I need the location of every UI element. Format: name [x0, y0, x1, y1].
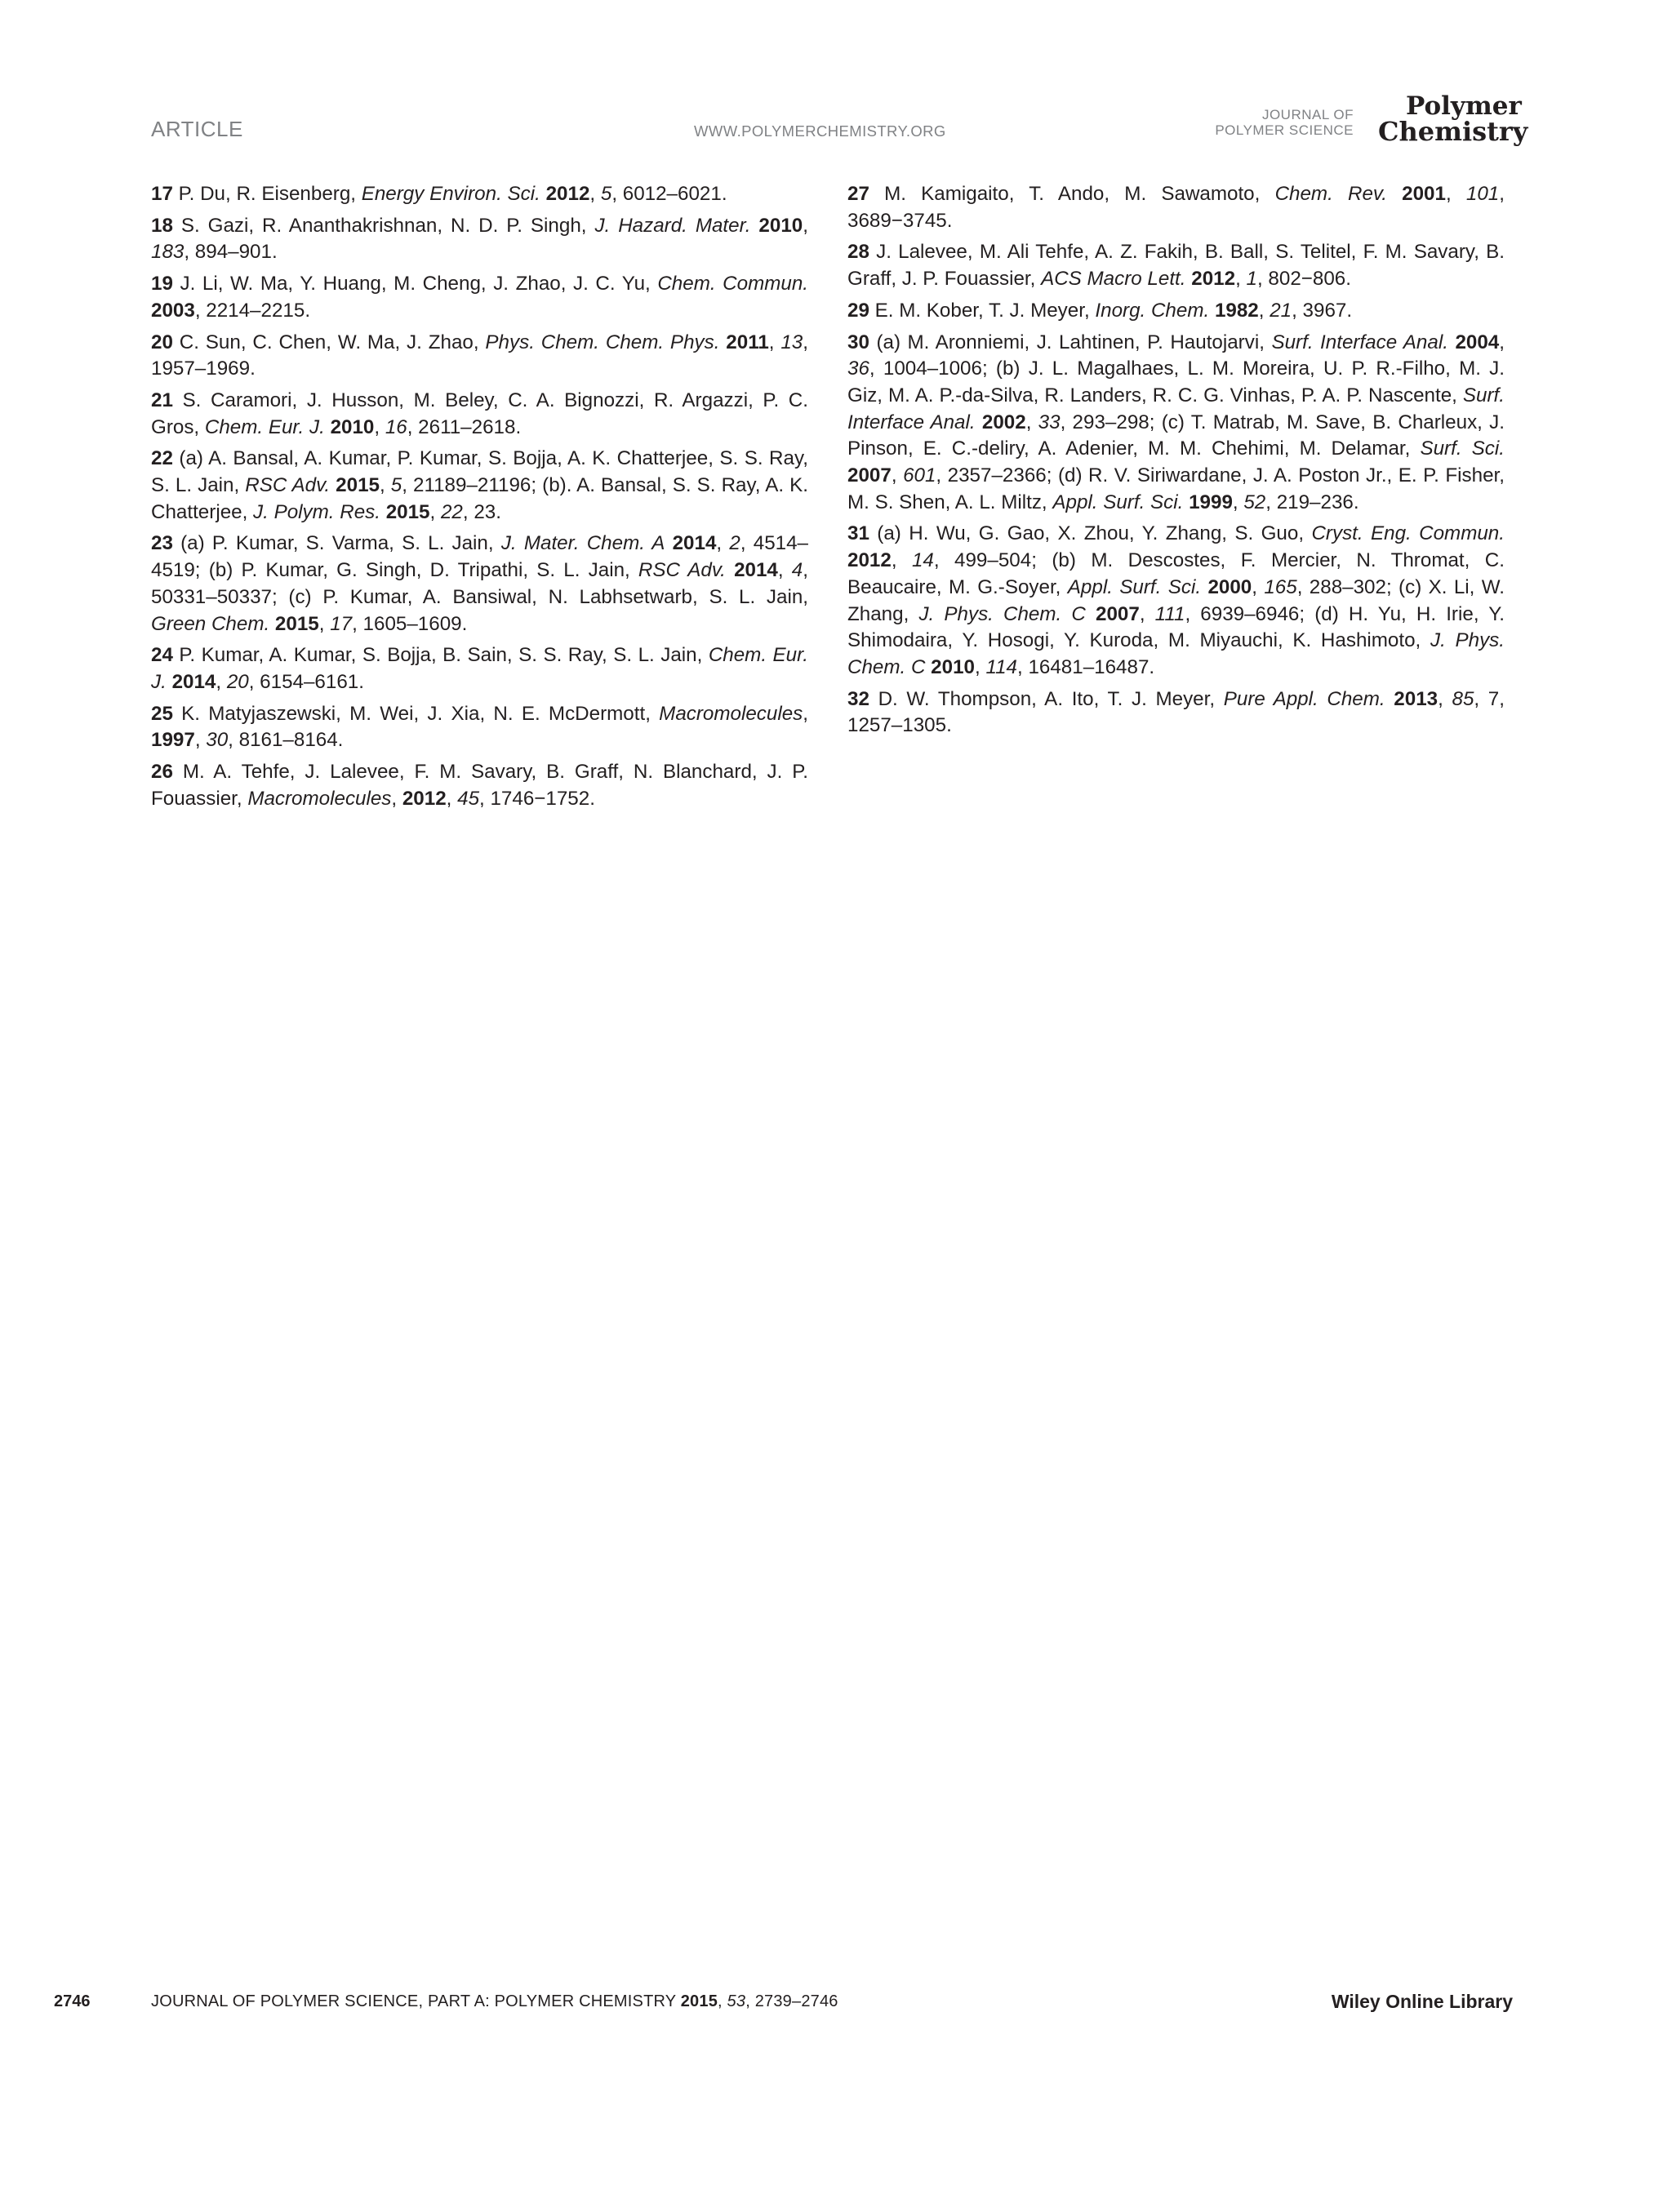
reference-number: 21 — [151, 389, 173, 411]
reference-number: 22 — [151, 447, 173, 470]
reference-italic-text: 22 — [440, 500, 463, 523]
reference-year: 2012 — [402, 787, 447, 810]
reference-year: 2010 — [931, 655, 975, 678]
reference-year: 2010 — [330, 415, 375, 438]
reference-text: M. Kamigaito, T. Ando, M. Sawamoto, — [884, 183, 1275, 205]
reference-number: 32 — [847, 687, 869, 710]
reference-number: 17 — [151, 183, 173, 205]
reference-italic-text: Surf. Sci. — [1420, 438, 1505, 460]
reference-text: , — [589, 183, 601, 205]
reference-number: 25 — [151, 702, 173, 725]
reference-text: (a) P. Kumar, S. Varma, S. L. Jain, — [180, 532, 501, 555]
publisher-name[interactable]: Wiley Online Library — [1331, 1991, 1513, 2012]
reference-text: , 1957–1969. — [151, 331, 808, 380]
reference-text: , 3689−3745. — [847, 183, 1505, 232]
reference-italic-text: Green Chem. — [151, 612, 270, 635]
reference-year: 2012 — [1191, 268, 1236, 291]
reference-text — [1387, 183, 1402, 205]
reference-year: 2003 — [151, 299, 195, 322]
footer-separator: , — [718, 1992, 727, 2010]
reference-text: (a) M. Aronniemi, J. Lahtinen, P. Hautojarvi, — [876, 331, 1272, 353]
reference-text: , 21189–21196; (b). A. Bansal, S. S. Ray, A. K. Chatterjee, — [151, 474, 808, 523]
reference-item — [151, 446, 808, 526]
reference-item — [151, 388, 808, 441]
reference-text: , 6939–6946; (d) H. Yu, H. Irie, Y. Shimodaira, Y. Hosogi, Y. Kuroda, M. Miyauchi, K. Hashimoto, — [847, 602, 1505, 652]
reference-text: , — [1025, 411, 1038, 433]
reference-item — [151, 181, 808, 208]
reference-italic-text: 13 — [780, 331, 803, 353]
reference-number: 27 — [847, 183, 869, 205]
journal-name-line1: JOURNAL OF — [1261, 107, 1354, 122]
reference-italic-text: 1 — [1246, 268, 1257, 291]
reference-text: , 1605–1609. — [352, 612, 468, 635]
reference-italic-text: 85 — [1452, 687, 1474, 710]
reference-year: 2014 — [171, 670, 216, 693]
reference-text — [1385, 688, 1394, 710]
reference-text: , — [1232, 491, 1244, 513]
reference-text: , 6012–6021. — [611, 183, 727, 205]
reference-text: , — [216, 670, 227, 693]
reference-italic-text: 5 — [600, 183, 612, 205]
reference-item — [151, 759, 808, 812]
reference-italic-text: 17 — [330, 612, 353, 635]
reference-number: 24 — [151, 644, 173, 667]
reference-italic-text: Macromolecules — [659, 702, 803, 725]
reference-year: 1982 — [1214, 299, 1259, 322]
footer-pages: , 2739–2746 — [745, 1992, 838, 2010]
reference-text: C. Sun, C. Chen, W. Ma, J. Zhao, — [179, 331, 486, 353]
reference-italic-text: 33 — [1038, 411, 1061, 433]
reference-item — [847, 521, 1505, 681]
reference-number: 23 — [151, 532, 173, 555]
reference-text: , — [429, 500, 441, 523]
reference-item — [151, 531, 808, 637]
reference-year: 2007 — [1096, 602, 1140, 625]
reference-text: , 6154–6161. — [248, 670, 364, 693]
reference-year: 2014 — [672, 532, 717, 555]
reference-number: 30 — [847, 331, 869, 353]
reference-text: J. Lalevee, M. Ali Tehfe, A. Z. Fakih, B. Ball, S. Telitel, F. M. Savary, B. Graff, J. P. Fouassier, — [847, 241, 1505, 291]
reference-italic-text: 5 — [390, 474, 402, 497]
reference-italic-text: RSC Adv. — [245, 474, 331, 497]
reference-italic-text: Surf. Interface Anal. — [847, 384, 1505, 433]
reference-italic-text: Phys. Chem. Chem. Phys. — [485, 331, 720, 353]
article-label: ARTICLE — [151, 117, 243, 141]
reference-text: , — [1235, 268, 1247, 291]
reference-italic-text: 183 — [151, 241, 185, 264]
reference-text: , — [1438, 687, 1452, 710]
reference-text — [1209, 300, 1215, 322]
reference-number: 20 — [151, 331, 173, 353]
reference-item — [151, 213, 808, 266]
reference-text: , 2357–2366; (d) R. V. Siriwardane, J. A. Poston Jr., E. P. Fisher, M. S. Shen, A. L. Miltz, — [847, 464, 1505, 513]
reference-year: 2000 — [1207, 575, 1252, 598]
reference-year: 2012 — [847, 549, 892, 572]
reference-italic-text: Pure Appl. Chem. — [1223, 687, 1385, 710]
references-column-right — [847, 181, 1505, 744]
reference-text: , 23. — [462, 500, 501, 523]
reference-year: 2004 — [1455, 331, 1500, 353]
reference-text: P. Kumar, A. Kumar, S. Bojja, B. Sain, S. S. Ray, S. L. Jain, — [179, 644, 709, 667]
reference-text — [380, 501, 386, 523]
reference-italic-text: 601 — [903, 464, 936, 487]
reference-text: P. Du, R. Eisenberg, — [178, 183, 362, 205]
reference-number: 31 — [847, 522, 869, 545]
reference-text: , 50331–50337; (c) P. Kumar, A. Bansiwal, N. Labhsetwarb, S. L. Jain, — [151, 559, 808, 608]
reference-text: , 7, 1257–1305. — [847, 687, 1505, 737]
reference-text: , — [891, 464, 904, 487]
reference-number: 18 — [151, 214, 173, 237]
reference-text — [325, 416, 331, 438]
footer-volume: 53 — [727, 1992, 746, 2010]
reference-text: , — [803, 702, 808, 725]
reference-text: , — [768, 331, 781, 353]
logo-line1: Polymer — [1406, 91, 1522, 121]
reference-text: , — [1499, 331, 1505, 353]
reference-italic-text: 101 — [1465, 183, 1500, 205]
footer-journal-name: JOURNAL OF POLYMER SCIENCE, PART A: POLYMER CHEMISTRY — [151, 1992, 681, 2010]
reference-text — [540, 183, 546, 205]
reference-italic-text: 30 — [206, 729, 229, 752]
reference-text: , 802−806. — [1256, 268, 1351, 291]
reference-text — [269, 613, 275, 635]
reference-year: 2015 — [336, 474, 380, 497]
reference-text: , 3967. — [1292, 299, 1353, 322]
journal-name-line2: POLYMER SCIENCE — [1215, 122, 1354, 138]
reference-text: K. Matyjaszewski, M. Wei, J. Xia, N. E. McDermott, — [181, 702, 660, 725]
reference-text — [665, 532, 672, 554]
reference-item — [151, 701, 808, 754]
reference-text: , 219–236. — [1265, 491, 1359, 513]
reference-italic-text: 114 — [985, 655, 1017, 678]
reference-italic-text: Chem. Rev. — [1274, 183, 1387, 205]
reference-number: 28 — [847, 241, 869, 264]
reference-text: , 499–504; (b) M. Descostes, F. Mercier, N. Thromat, C. Beaucaire, M. G.-Soyer, — [847, 549, 1505, 598]
reference-italic-text: ACS Macro Lett. — [1041, 268, 1186, 291]
reference-year: 1999 — [1189, 491, 1233, 513]
reference-text: , — [974, 655, 986, 678]
reference-text: , — [891, 549, 912, 572]
reference-number: 26 — [151, 761, 173, 784]
reference-text: , 8161–8164. — [228, 729, 344, 752]
reference-text — [750, 215, 758, 237]
reference-text: , — [777, 559, 792, 582]
polymer-chemistry-logo — [1378, 91, 1528, 147]
reference-year: 1997 — [151, 729, 195, 752]
reference-text: , 1746−1752. — [479, 787, 595, 810]
reference-italic-text: Chem. Eur. J. — [204, 415, 325, 438]
reference-text: , — [446, 787, 458, 810]
reference-italic-text: 20 — [226, 670, 249, 693]
reference-year: 2012 — [545, 183, 590, 205]
reference-text — [976, 411, 982, 433]
reference-year: 2015 — [385, 500, 430, 523]
reference-italic-text: 36 — [847, 358, 869, 380]
reference-item — [847, 330, 1505, 517]
reference-text: , — [391, 787, 402, 810]
reference-italic-text: Inorg. Chem. — [1095, 299, 1210, 322]
reference-text: , — [1139, 602, 1155, 625]
reference-italic-text: Energy Environ. Sci. — [361, 183, 540, 205]
reference-text: , — [803, 214, 808, 237]
reference-text: , 16481–16487. — [1017, 655, 1155, 678]
reference-item — [151, 642, 808, 695]
reference-text — [726, 559, 734, 581]
reference-item — [847, 181, 1505, 234]
reference-text: (a) A. Bansal, A. Kumar, P. Kumar, S. Bojja, A. K. Chatterjee, S. S. Ray, S. L. Jain, — [151, 447, 808, 497]
journal-website[interactable]: WWW.POLYMERCHEMISTRY.ORG — [694, 122, 946, 140]
reference-item — [847, 686, 1505, 740]
reference-number: 19 — [151, 273, 173, 295]
reference-italic-text: Appl. Surf. Sci. — [1067, 575, 1202, 598]
reference-text: , — [374, 415, 385, 438]
reference-italic-text: Macromolecules — [247, 787, 392, 810]
reference-text — [167, 671, 172, 693]
reference-text: J. Li, W. Ma, Y. Huang, M. Cheng, J. Zhao, J. C. Yu, — [180, 273, 658, 295]
reference-item — [847, 298, 1505, 325]
reference-text: S. Caramori, J. Husson, M. Beley, C. A. Bignozzi, R. Argazzi, P. C. Gros, — [151, 389, 808, 438]
reference-text: , 2214–2215. — [194, 299, 311, 322]
reference-text: , 1004–1006; (b) J. L. Magalhaes, L. M. Moreira, U. P. R.-Filho, M. J. Giz, M. A. P.-da-Silva, R. Landers, R. C. G. Vinhas, P. A. P. Nascente, — [847, 358, 1505, 406]
reference-item — [151, 330, 808, 383]
reference-italic-text: J. Polym. Res. — [253, 500, 380, 523]
reference-text: , 4514–4519; (b) P. Kumar, G. Singh, D. Tripathi, S. L. Jain, — [151, 532, 808, 582]
reference-text: , 293–298; (c) T. Matrab, M. Save, B. Charleux, J. Pinson, E. C.-deliry, A. Adenier, M. M. Chehimi, M. Delamar, — [847, 411, 1505, 460]
reference-italic-text: 21 — [1270, 299, 1292, 322]
reference-text: , — [1258, 299, 1270, 322]
reference-italic-text: J. Phys. Chem. C — [847, 629, 1505, 678]
reference-item — [847, 239, 1505, 292]
reference-text: M. A. Tehfe, J. Lalevee, F. M. Savary, B. Graff, N. Blanchard, J. P. Fouassier, — [151, 761, 808, 810]
reference-text: , 288–302; (c) X. Li, W. Zhang, — [847, 575, 1505, 625]
reference-italic-text: RSC Adv. — [638, 559, 726, 582]
reference-italic-text: 45 — [457, 787, 480, 810]
reference-year: 2001 — [1402, 183, 1446, 205]
footer-year: 2015 — [680, 1992, 718, 2010]
reference-year: 2011 — [726, 331, 769, 353]
reference-text — [1086, 603, 1096, 625]
reference-italic-text: Chem. Eur. J. — [151, 644, 808, 693]
reference-italic-text: J. Phys. Chem. C — [918, 602, 1086, 625]
reference-text: , — [318, 612, 331, 635]
reference-text: , 894–901. — [184, 241, 278, 264]
references-column-left — [151, 181, 808, 817]
reference-italic-text: 111 — [1154, 602, 1185, 625]
reference-text: E. M. Kober, T. J. Meyer, — [874, 299, 1096, 322]
reference-italic-text: 165 — [1264, 575, 1297, 598]
reference-text: (a) H. Wu, G. Gao, X. Zhou, Y. Zhang, S. Guo, — [877, 522, 1312, 545]
reference-italic-text: Chem. Commun. — [657, 273, 808, 295]
reference-text: D. W. Thompson, A. Ito, T. J. Meyer, — [878, 687, 1224, 710]
reference-item — [151, 271, 808, 324]
reference-italic-text: 52 — [1243, 491, 1266, 513]
reference-text: , — [1252, 575, 1265, 598]
page-number: 2746 — [54, 1992, 91, 2010]
reference-year: 2013 — [1394, 687, 1439, 710]
reference-text: , — [716, 532, 730, 555]
reference-year: 2007 — [847, 464, 892, 487]
reference-italic-text: 16 — [385, 415, 407, 438]
reference-number: 29 — [847, 299, 869, 322]
reference-year: 2015 — [274, 612, 319, 635]
reference-year: 2002 — [981, 411, 1026, 433]
reference-italic-text: J. Mater. Chem. A — [500, 532, 665, 555]
reference-italic-text: Cryst. Eng. Commun. — [1311, 522, 1505, 545]
footer-citation — [151, 1992, 838, 2011]
reference-year: 2014 — [734, 559, 778, 582]
reference-year: 2010 — [758, 214, 803, 237]
reference-italic-text: 4 — [791, 559, 803, 582]
reference-italic-text: J. Hazard. Mater. — [594, 214, 751, 237]
reference-italic-text: 14 — [911, 549, 934, 572]
logo-line2: Chemistry — [1378, 116, 1528, 147]
reference-italic-text: 2 — [729, 532, 740, 555]
reference-text: , — [194, 729, 207, 752]
journal-name — [1215, 107, 1354, 138]
reference-italic-text: Appl. Surf. Sci. — [1052, 491, 1184, 513]
reference-italic-text: Surf. Interface Anal. — [1271, 331, 1448, 353]
reference-text: S. Gazi, R. Ananthakrishnan, N. D. P. Singh, — [180, 214, 595, 237]
reference-text: , 2611–2618. — [407, 415, 522, 438]
reference-text: , — [1445, 183, 1466, 205]
reference-text: , — [379, 474, 391, 497]
